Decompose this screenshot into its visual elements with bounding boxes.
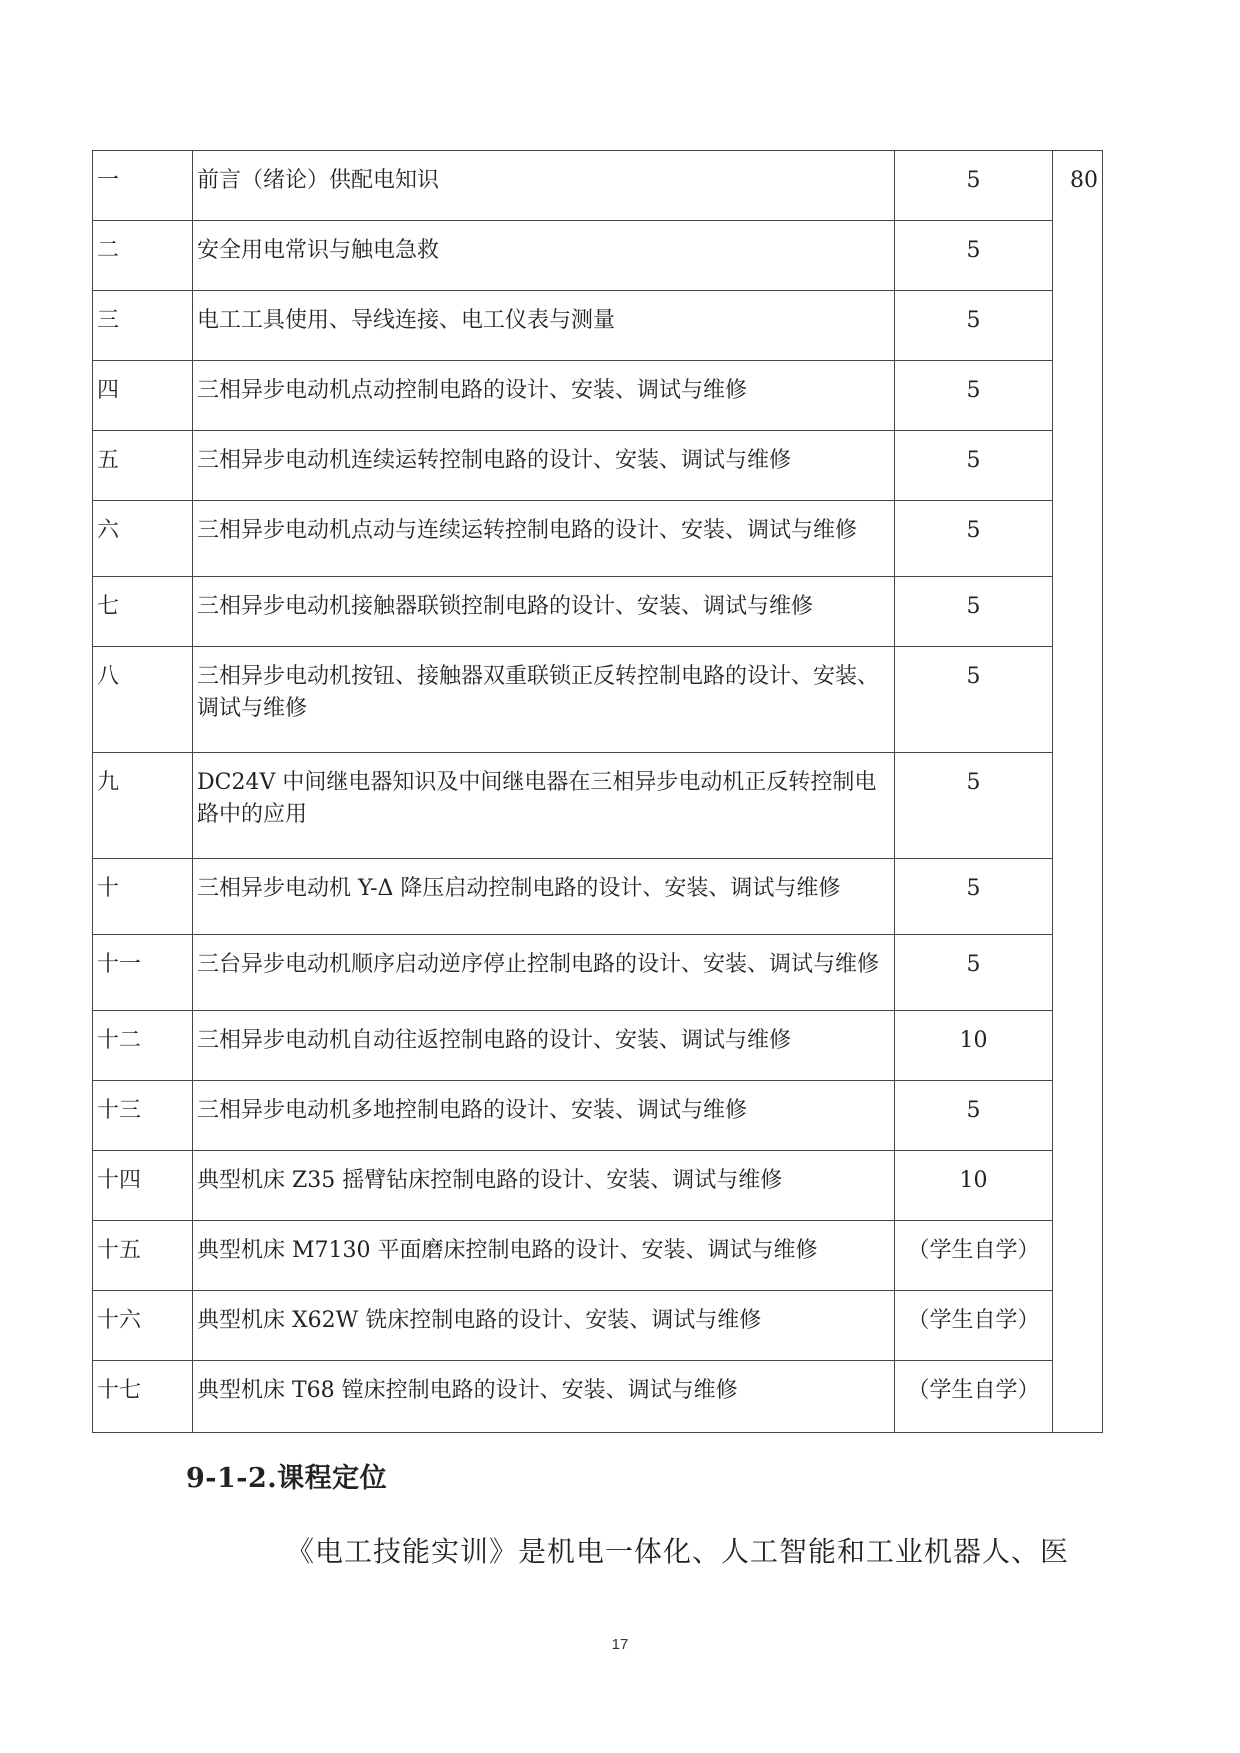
table-row [93,647,1103,753]
total-hours: 80 [1053,151,1103,1433]
item-number: 十七 [93,1361,193,1433]
table-row [93,1081,1103,1151]
item-hours: 5 [895,361,1053,431]
item-hours: 5 [895,431,1053,501]
table-row [93,577,1103,647]
item-hours: （学生自学） [895,1291,1053,1361]
table-row [93,935,1103,1011]
item-number: 二 [93,221,193,291]
item-number: 九 [93,753,193,859]
table-row [93,1011,1103,1081]
item-hours: 5 [895,501,1053,577]
item-number: 十四 [93,1151,193,1221]
item-title: 典型机床 M7130 平面磨床控制电路的设计、安装、调试与维修 [193,1221,895,1291]
item-number: 十六 [93,1291,193,1361]
table-row [93,859,1103,935]
item-number: 八 [93,647,193,753]
item-hours: 5 [895,859,1053,935]
item-number: 十二 [93,1011,193,1081]
item-number: 十一 [93,935,193,1011]
item-title: 三相异步电动机接触器联锁控制电路的设计、安装、调试与维修 [193,577,895,647]
item-hours: 5 [895,1081,1053,1151]
item-title: 前言（绪论）供配电知识 [193,151,895,221]
item-title: 三台异步电动机顺序启动逆序停止控制电路的设计、安装、调试与维修 [193,935,895,1011]
table-row [93,1291,1103,1361]
item-title: 典型机床 Z35 摇臂钻床控制电路的设计、安装、调试与维修 [193,1151,895,1221]
item-hours: 5 [895,151,1053,221]
item-hours: 5 [895,291,1053,361]
item-title: 典型机床 T68 镗床控制电路的设计、安装、调试与维修 [193,1361,895,1433]
item-hours: 5 [895,577,1053,647]
section-heading: 9-1-2.课程定位 [186,1463,388,1494]
item-title: 电工工具使用、导线连接、电工仪表与测量 [193,291,895,361]
table-row [93,1151,1103,1221]
table-row [93,291,1103,361]
item-hours: 10 [895,1011,1053,1081]
item-hours: （学生自学） [895,1361,1053,1433]
item-title: 安全用电常识与触电急救 [193,221,895,291]
table-row [93,1361,1103,1433]
item-number: 三 [93,291,193,361]
course-hours-table [92,150,1103,1433]
item-title: 三相异步电动机点动控制电路的设计、安装、调试与维修 [193,361,895,431]
item-title: 三相异步电动机多地控制电路的设计、安装、调试与维修 [193,1081,895,1151]
table-row [93,361,1103,431]
item-number: 十 [93,859,193,935]
item-hours: 5 [895,753,1053,859]
table-row [93,501,1103,577]
body-paragraph: 《电工技能实训》是机电一体化、人工智能和工业机器人、医 [286,1535,1070,1568]
table-row [93,221,1103,291]
item-title: 三相异步电动机连续运转控制电路的设计、安装、调试与维修 [193,431,895,501]
item-hours: 5 [895,935,1053,1011]
item-hours: 5 [895,647,1053,753]
item-title: 三相异步电动机 Y-Δ 降压启动控制电路的设计、安装、调试与维修 [193,859,895,935]
item-number: 五 [93,431,193,501]
item-title: 三相异步电动机按钮、接触器双重联锁正反转控制电路的设计、安装、调试与维修 [193,647,895,753]
item-number: 十五 [93,1221,193,1291]
item-number: 一 [93,151,193,221]
table-row [93,151,1103,221]
item-title: DC24V 中间继电器知识及中间继电器在三相异步电动机正反转控制电路中的应用 [193,753,895,859]
table-row [93,1221,1103,1291]
item-number: 七 [93,577,193,647]
item-title: 三相异步电动机点动与连续运转控制电路的设计、安装、调试与维修 [193,501,895,577]
item-hours: 10 [895,1151,1053,1221]
item-number: 十三 [93,1081,193,1151]
table-row [93,753,1103,859]
item-number: 六 [93,501,193,577]
course-table-body [93,151,1103,1433]
table-row [93,431,1103,501]
item-hours: （学生自学） [895,1221,1053,1291]
item-title: 典型机床 X62W 铣床控制电路的设计、安装、调试与维修 [193,1291,895,1361]
item-title: 三相异步电动机自动往返控制电路的设计、安装、调试与维修 [193,1011,895,1081]
item-hours: 5 [895,221,1053,291]
page-number: 17 [611,1636,629,1653]
item-number: 四 [93,361,193,431]
